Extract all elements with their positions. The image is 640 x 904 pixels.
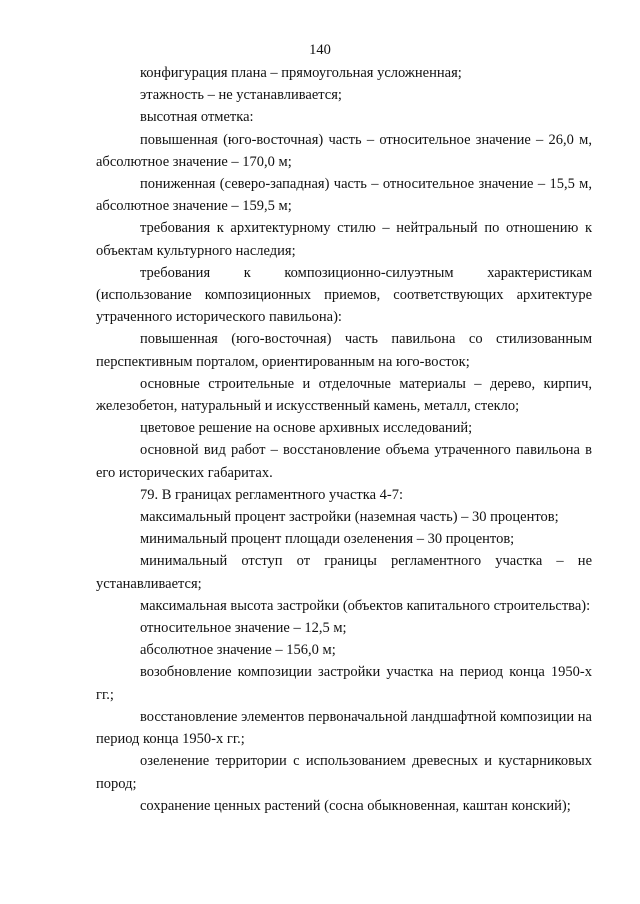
paragraph: минимальный процент площади озеленения – 30 процентов; bbox=[140, 531, 515, 548]
document-body bbox=[96, 62, 592, 817]
paragraph: минимальный отступ от границы регламентного участка – не устанавливается; bbox=[96, 553, 592, 592]
paragraph: пониженная (северо-западная) часть – относительное значение – 15,5 м, абсолютное значение – 159,5 м; bbox=[96, 176, 592, 215]
paragraph: основной вид работ – восстановление объема утраченного павильона в его исторических габаритах. bbox=[96, 442, 592, 481]
paragraph: озеленение территории с использованием древесных и кустарниковых пород; bbox=[96, 753, 592, 792]
paragraph: повышенная (юго-восточная) часть – относительное значение – 26,0 м, абсолютное значение – 170,0 м; bbox=[96, 131, 592, 170]
paragraph: возобновление композиции застройки участка на период конца 1950-х гг.; bbox=[96, 664, 592, 703]
paragraph: абсолютное значение – 156,0 м; bbox=[140, 642, 336, 659]
paragraph: максимальный процент застройки (наземная часть) – 30 процентов; bbox=[140, 509, 559, 526]
paragraph: требования к композиционно-силуэтным характеристикам (использование композиционных приемов, соответствующих архитектуре утраченного исторического павильона): bbox=[96, 264, 592, 326]
section-heading: 79. В границах регламентного участка 4-7: bbox=[140, 486, 404, 503]
paragraph: восстановление элементов первоначальной ландшафтной композиции на период конца 1950-х гг.; bbox=[96, 708, 592, 748]
paragraph: максимальная высота застройки (объектов капитального строительства): bbox=[140, 597, 591, 614]
paragraph: высотная отметка: bbox=[140, 109, 254, 126]
paragraph: конфигурация плана – прямоугольная усложненная; bbox=[140, 65, 462, 81]
paragraph: цветовое решение на основе архивных исследований; bbox=[140, 420, 473, 437]
paragraph: сохранение ценных растений (сосна обыкновенная, каштан конский); bbox=[140, 797, 571, 814]
paragraph: относительное значение – 12,5 м; bbox=[140, 620, 347, 637]
page-number: 140 bbox=[309, 42, 331, 58]
paragraph: основные строительные и отделочные материалы – дерево, кирпич, железобетон, натуральный и искусственный камень, металл, стекло; bbox=[96, 375, 592, 415]
paragraph: этажность – не устанавливается; bbox=[140, 87, 342, 104]
paragraph: требования к архитектурному стилю – нейтральный по отношению к объектам культурного наследия; bbox=[96, 220, 592, 259]
paragraph: повышенная (юго-восточная) часть павильона со стилизованным перспективным порталом, ориентированным на юго-восток; bbox=[96, 331, 592, 370]
